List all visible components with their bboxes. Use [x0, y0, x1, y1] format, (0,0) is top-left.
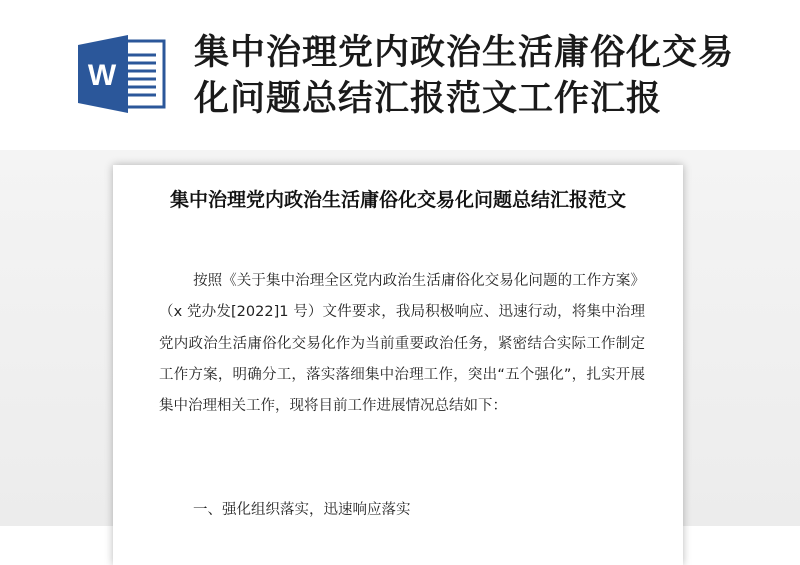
banner-title: 集中治理党内政治生活庸俗化交易化问题总结汇报范文工作汇报 [194, 33, 735, 119]
document-title: 集中治理党内政治生活庸俗化交易化问题总结汇报范文 [169, 189, 626, 211]
document-page [113, 165, 683, 565]
document-body [159, 266, 645, 422]
section-heading: 一、强化组织落实，迅速响应落实 [193, 502, 411, 518]
intro-paragraph: 按照《关于集中治理全区党内政治生活庸俗化交易化问题的工作方案》（x 党办发[2022]1 号）文件要求，我局积极响应、迅速行动，将集中治理党内政治生活庸俗化交易化作为当前重要政治任务，紧密结合实际工作制定工作方案，明确分工，落实落细集中治理工作，突出“五个强化”，扎实开展集中治理相关工作，现将目前工作进展情况总结如下： [159, 273, 645, 415]
word-icon-letter: W [87, 59, 117, 92]
banner-header [0, 0, 800, 150]
word-icon [76, 33, 166, 113]
